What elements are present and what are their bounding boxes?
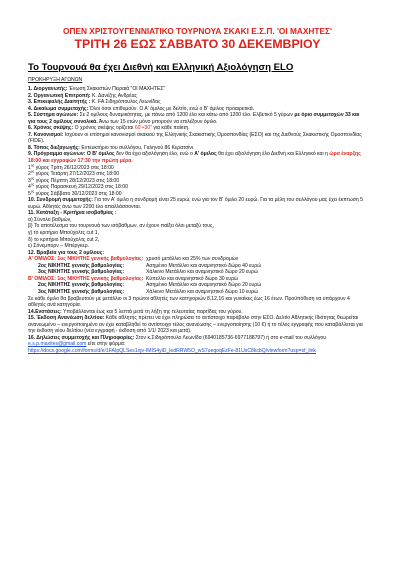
item-eligibility: 4. Δικαίωμα συμμετοχής: Όλοι όσοι επιθυμούν. Ο Α' όμιλος με δελτίο, ενώ ο Β' όμιλος προαιρετικά. — [28, 105, 255, 112]
group-a-label: Α' ΟΜΙΛΟΣ: — [28, 256, 56, 263]
item-time-control: 6. Χρόνος σκέψης: Ο χρόνος σκέψης ορίζεται 60'+30" για κάθε παίκτη. — [28, 125, 190, 132]
header-dates: ΤΡΙΤΗ 26 ΕΩΣ ΣΑΒΒΑΤΟ 30 ΔΕΚΕΜΒΡΙΟΥ — [74, 37, 321, 51]
group-b-prize-2: Ασημένιο Μετάλλιο και αναμνηστικό δώρο 20 ευρώ — [146, 282, 262, 289]
round-1: $1^{o\varsigma}$ γύρος Τρίτη 26/12/2023 στις 18:00 — [28, 162, 114, 171]
tiebreak-d: δ) το κριτήριο Μπούχολτς cut 2, — [28, 236, 100, 243]
round-5: $5^{o\varsigma}$ γύρος Σάββατο 30/12/2023 στις 18:00 — [28, 189, 122, 197]
group-a-place-2: 2ος ΝΙΚΗΤΗΣ γενικής βαθμολογίας: — [38, 262, 125, 269]
prizes-note: Σε κάθε όμιλο θα βραβευτούν με μετάλλιο οι 3 πρώτοι αθλητές των κατηγοριών 8,12,16 και γυναίκες έως 16 έτων. Προϋπόθεση να υπάρχουν 4 αθλητές ανά κατηγορία. — [28, 295, 350, 309]
item-registration: 16. Δηλώσεις συμμετοχής και Πληροφορίες: Στον κ.Σιδηρόπουλο Λεωνίδα (6940185736-6977188797) ή στο e-mail του συλλόγου e.s.p.maxites@gmail.com είτε στην φόρμα: — [28, 334, 326, 348]
item-system: 5. Σύστημα αγώνων: Σε 2 ομίλους δυναμικότητας, με πάνω από 1200 έλο και κάτω από 1200 έλο. Ελβετικό 5 γύρων με όριο συμμετοχών 33 και για τους 2 ομίλους συνολικά. Άνω των 15 ετών μόνο μπορούν να επιλέξουν όμιλο. — [28, 112, 360, 125]
header-line-1: ΟΠΕΝ ΧΡΙΣΤΟΥΓΕΝΝΙΑΤΙΚΟ ΤΟΥΡΝΟΥΑ ΣΚΑΚΙ Ε.Σ.Π. 'ΟΙ ΜΑΧΗΤΕΣ' — [63, 26, 332, 36]
tiebreak-a: α) Σύνολο βαθμών, — [28, 216, 72, 223]
round-2: $2^{o\varsigma}$ γύρος Τετάρτη 27/12/2023 στις 18:00 — [28, 169, 120, 178]
item-protests: 14.Ενστάσεις: Υποβάλλονται έως και 5 λεπτά μετά τη λήξη της τελευταίας παρτίδας του γύρου. — [28, 308, 243, 315]
group-b-prize-3: Χάλκινο Μετάλλιο και αναμνηστικό δώρο 10 ευρώ — [146, 288, 258, 295]
item-schedule: 9. Πρόγραμμα αγώνων: Ο Β' όμιλος δεν θα έχει αξιολόγηση έλο, ενώ ο Α' όμιλος θα έχει αξιολόγηση έλο Διεθνή και Ελληνικό και η ώρα έναρξης 18:00 και εγγραφών 17:30 την πρώτη μέρα. — [28, 151, 361, 165]
group-b-label: Β' ΟΜΙΛΟΣ: — [28, 275, 56, 282]
group-a-place-3: 3ος ΝΙΚΗΤΗΣ γενικής βαθμολογίας: — [38, 269, 125, 276]
item-fees: 10. Συνδρομή συμμετοχής: Για τον Α' όμιλο η συνδρομή είναι 25 ευρώ, ενώ για τον Β' όμιλο 20 ευρώ. Για τα μέλη του συλλόγου μας έχει έκπτωση 5 ευρώ. Αθλητές άνω των 2200 έλο απαλλάσσονται. — [28, 197, 363, 210]
item-committee: 2. Οργανωτική Επιτροπή: Κ. Δανέζης Ανδρέας — [28, 92, 137, 99]
tiebreak-b: β) Το αποτέλεσμα του τουρνουά των ισόβαθμων, αν έχουν παίξει όλοι μεταξύ τους, — [28, 223, 214, 230]
email-link[interactable]: e.s.p.maxites@gmail.com — [28, 341, 87, 348]
group-a-prize-2: Ασημένιο Μετάλλιο και αναμνηστικό δώρο 40 ευρώ — [146, 262, 262, 269]
group-b-place-3: 3ος ΝΙΚΗΤΗΣ γενικής βαθμολογίας: — [38, 288, 125, 295]
item-rules: 7. Κανονισμοί: Ισχύουν οι επίσημοι κανονισμοί σκακιού της Ελληνικής Σκακιστικής Ομοσπονδίας (ΕΣΟ) και της Διεθνούς Σκακιστικής Ομοσπονδίας (FIDE). — [28, 131, 362, 145]
prizes-group-a: Α' ΟΜΙΛΟΣ: 1ος ΝΙΚΗΤΗΣ γενικής βαθμολογίας: χρυσό μετάλλιο και 25% των συνδρομών 2ος ΝΙΚΗΤΗΣ γενικής βαθμολογίας: Ασημένιο Μετάλλιο και αναμνηστικό δώρο 40 ευρώ 3ος ΝΙΚΗΤΗΣ γενικής βαθμολογίας: Χάλκινο Μετάλλιο και αναμνηστικό δώρο 20 ευρώ — [28, 256, 367, 276]
item-organizer: 1. Διοργανωτής: Ένωση Σκακιστών Πειραιά "ΟΙ ΜΑΧΗΤΕΣ" — [28, 86, 166, 92]
item-prizes: 12. Βραβεία για τους 2 ομίλους: — [28, 249, 105, 256]
group-b-place-2: 2ος ΝΙΚΗΤΗΣ γενικής βαθμολογίας: — [38, 282, 125, 289]
group-b-prize-1: Κύπελλο και αναμνηστικό δώρο 30 ευρώ — [146, 275, 238, 282]
tiebreak-e: ε) Σόνεμπορν – Μπέργκερ. — [28, 243, 90, 250]
document-subtitle: ΠΡΟΚΗΡΥΞΗ ΑΓΩΝΩΝ — [28, 77, 83, 83]
document-title: Το Τουρνουά θα έχει Διεθνή και Ελληνική Αξιολόγηση ELO — [28, 62, 294, 73]
group-a-prize-1: χρυσό μετάλλιο και 25% των συνδρομών — [146, 256, 239, 263]
round-4: $4^{o\varsigma}$ γύρος Παρασκευή 29/12/2023 στις 18:00 — [28, 182, 128, 191]
item-tiebreaks: 11. Κατάταξη - Κριτήρια ισοβαθμίας : — [28, 210, 117, 217]
prizes-group-b: Β' ΟΜΙΛΟΣ: 1ος ΝΙΚΗΤΗΣ γενικής βαθμολογίας: Κύπελλο και αναμνηστικό δώρο 30 ευρώ 2ος ΝΙΚΗΤΗΣ γενικής βαθμολογίας: Ασημένιο Μετάλλιο και αναμνηστικό δώρο 20 ευρώ 3ος ΝΙΚΗΤΗΣ γενικής βαθμολογίας: Χάλκινο Μετάλλιο και αναμνηστικό δώρο 10 ευρώ — [28, 276, 367, 296]
registration-form-link[interactable]: https://docs.google.com/forms/d/e/1FAIpQLSes1ojv-IMIS4yiD_ledRRW5O_wS7ueqoqEzFe-81UsC8kcbQ/viewform?usp=sf_link — [28, 347, 316, 354]
group-a-prize-3: Χάλκινο Μετάλλιο και αναμνηστικό δώρο 20 ευρώ — [146, 269, 258, 276]
item-arbiter: 3. Επικεφαλής Διαιτητής : Κ. FA Σιδηρόπουλος Λεωνίδας — [28, 99, 161, 106]
round-3: $3^{o\varsigma}$ γύρος Πέμπτη 28/12/2023 στις 18:00 — [28, 175, 120, 184]
document-body — [28, 86, 367, 354]
item-venue: 8. Τόπος διεξαγωγής: Εντευκτήριο του συλλόγου, Γαληνού 86 Κερατσίνι. — [28, 144, 195, 151]
tiebreak-c: γ) το κριτήριο Μπούχολτς cut 1, — [28, 230, 99, 237]
item-license: 15. Έκδοση Ανανέωση δελτίου: Κάθε αθλητής πρέπει να έχει πληρώσει το αντίστοιχο παράβολο στην ΕΣΟ. Δελτίο Αθλητικής Ιδιότητας θεωρείται ανανεωμένο – ενεργοποιημένο αν έχει καταβληθεί το αντίστοιχο τέλος ανανέωσης – ενεργοποίησης (10 €) ή το τέλος εγγραφής που καταβάλλεται για την έκδοση νέου δελτίου (νέα εγγραφή - έκδοση από 1/1/ 2023 και μετά). — [28, 315, 363, 335]
